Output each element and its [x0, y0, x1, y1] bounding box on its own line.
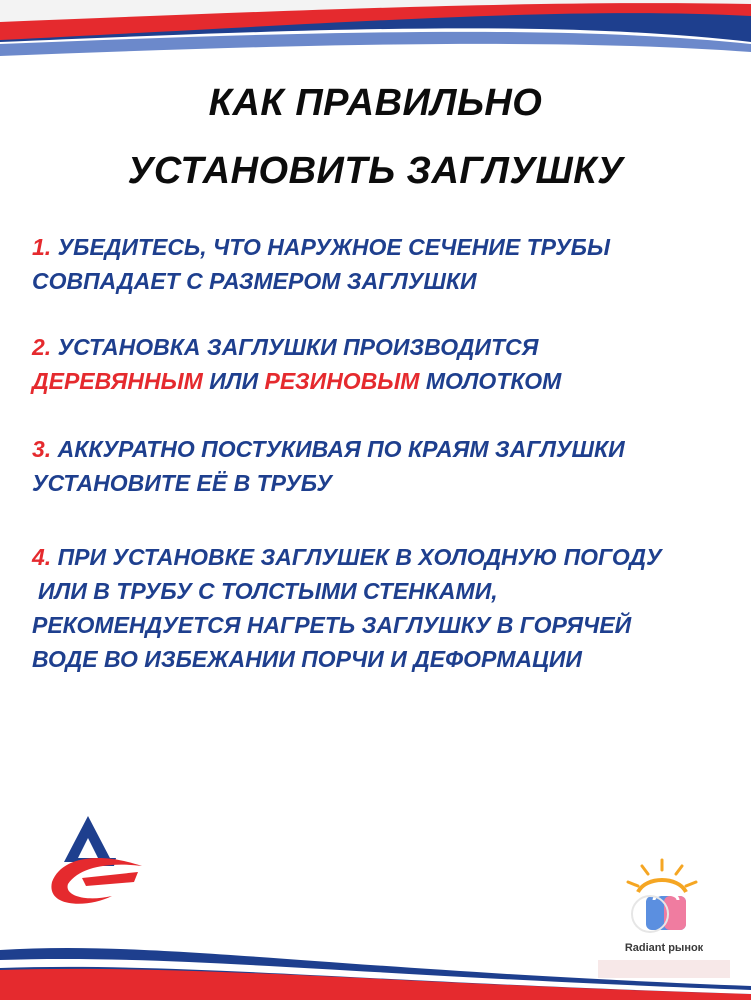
- step-1-text-line-2: СОВПАДАЕТ С РАЗМЕРОМ ЗАГЛУШКИ: [32, 268, 477, 294]
- step-1: [32, 230, 732, 298]
- step-1-line-1: [32, 230, 732, 264]
- step-2-word-wooden: ДЕРЕВЯННЫМ: [32, 368, 203, 394]
- step-4-text-line-4: ВОДЕ ВО ИЗБЕЖАНИИ ПОРЧИ И ДЕФОРМАЦИИ: [32, 646, 582, 672]
- triangle-swoosh-logo-icon: [42, 812, 146, 910]
- step-4-number: 4.: [32, 544, 52, 570]
- step-4-line-1: [32, 540, 732, 574]
- watermark-strip: [598, 960, 730, 978]
- step-3-text-line-1: АККУРАТНО ПОСТУКИВАЯ ПО КРАЯМ ЗАГЛУШКИ: [57, 436, 625, 462]
- step-4-text-line-2: ИЛИ В ТРУБУ С ТОЛСТЫМИ СТЕНКАМИ,: [38, 578, 498, 604]
- step-2-word-hammer: МОЛОТКОМ: [425, 368, 562, 394]
- step-4-text-line-3: РЕКОМЕНДУЕТСЯ НАГРЕТЬ ЗАГЛУШКУ В ГОРЯЧЕЙ: [32, 612, 632, 638]
- step-2-word-or: ИЛИ: [209, 368, 259, 394]
- step-2-text-line-1: УСТАНОВКА ЗАГЛУШКИ ПРОИЗВОДИТСЯ: [57, 334, 539, 360]
- page-title-line-2: УСТАНОВИТЬ ЗАГЛУШКУ: [127, 150, 624, 192]
- step-1-text-line-1: УБЕДИТЕСЬ, ЧТО НАРУЖНОЕ СЕЧЕНИЕ ТРУБЫ: [57, 234, 610, 260]
- step-3-text-line-2: УСТАНОВИТЕ ЕЁ В ТРУБУ: [32, 470, 332, 496]
- step-4-text-line-1: ПРИ УСТАНОВКЕ ЗАГЛУШЕК В ХОЛОДНУЮ ПОГОДУ: [57, 544, 662, 570]
- step-2-word-rubber: РЕЗИНОВЫМ: [264, 368, 420, 394]
- step-3: [32, 432, 732, 500]
- step-3-number: 3.: [32, 436, 52, 462]
- shopping-bag-sun-icon: [620, 858, 704, 940]
- step-2-line-2: [32, 364, 732, 398]
- step-2-number: 2.: [32, 334, 52, 360]
- step-2-line-1: [32, 330, 732, 364]
- step-4: [32, 540, 732, 676]
- step-1-number: 1.: [32, 234, 52, 260]
- step-2: [32, 330, 732, 398]
- page-title-line-1: КАК ПРАВИЛЬНО: [208, 82, 543, 124]
- radiant-watermark: [598, 858, 730, 978]
- step-3-line-1: [32, 432, 732, 466]
- watermark-label: Radiant рынок: [624, 942, 704, 954]
